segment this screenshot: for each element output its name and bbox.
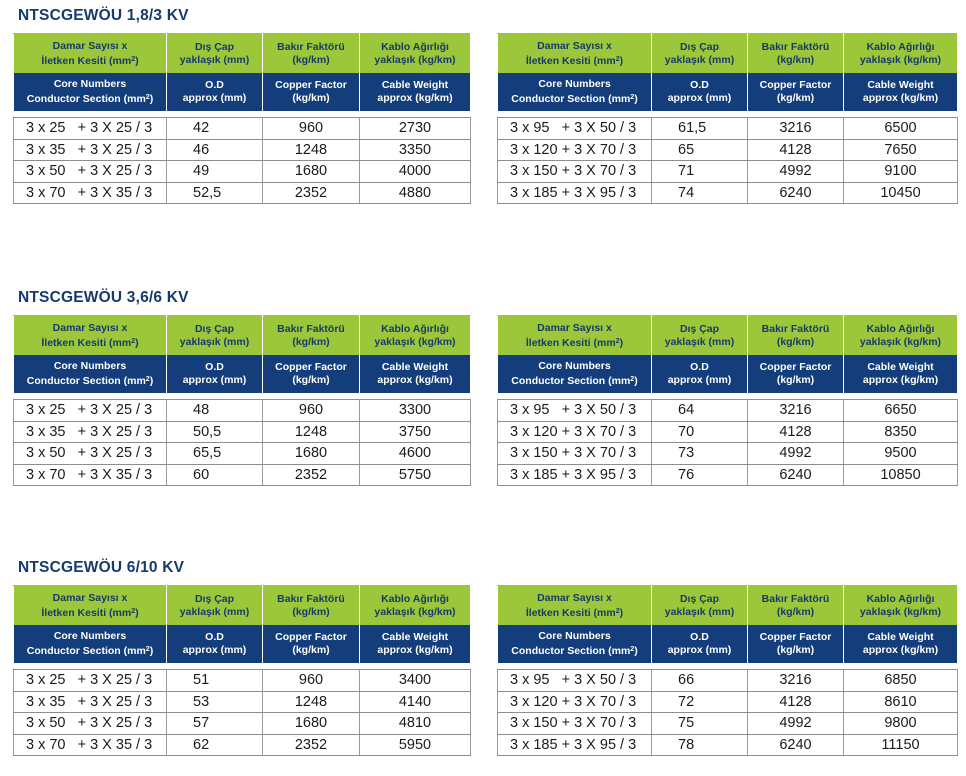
copper-factor-cell: 4992 [748, 161, 844, 183]
core-section-cell: 3 x 150 + 3 X 70 / 3 [498, 161, 652, 183]
cable-weight-cell: 7650 [844, 139, 958, 161]
section-title: NTSCGEWÖU 6/10 KV [18, 559, 185, 576]
cable-weight-cell: 6650 [844, 400, 958, 422]
header-en-3: Cable Weight approx (kg/km) [360, 73, 471, 111]
od-cell: 61,5 [652, 118, 748, 140]
copper-factor-cell: 6240 [748, 464, 844, 486]
spec-table-right [497, 315, 958, 486]
header-en-2: Copper Factor (kg/km) [263, 625, 360, 663]
copper-factor-cell: 4992 [748, 443, 844, 465]
core-section-cell: 3 x 35 + 3 X 25 / 3 [14, 421, 167, 443]
table-row [498, 118, 958, 140]
copper-factor-cell: 3216 [748, 400, 844, 422]
table-row [14, 670, 471, 692]
cable-weight-cell: 4140 [360, 691, 471, 713]
header-en-2: Copper Factor (kg/km) [748, 625, 844, 663]
table-row [498, 421, 958, 443]
cable-weight-cell: 4000 [360, 161, 471, 183]
core-section-cell: 3 x 95 + 3 X 50 / 3 [498, 400, 652, 422]
core-section-cell: 3 x 25 + 3 X 25 / 3 [14, 400, 167, 422]
table-row [14, 713, 471, 735]
header-tr-2: Bakır Faktörü (kg/km) [263, 316, 360, 356]
od-cell: 62 [167, 734, 263, 756]
cable-weight-cell: 9100 [844, 161, 958, 183]
copper-factor-cell: 1248 [263, 691, 360, 713]
header-en-1: O.D approx (mm) [167, 625, 263, 663]
header-tr-1: Dış Çap yaklaşık (mm) [167, 316, 263, 356]
core-section-cell: 3 x 35 + 3 X 25 / 3 [14, 691, 167, 713]
header-en-3: Cable Weight approx (kg/km) [360, 625, 471, 663]
header-tr-2: Bakır Faktörü (kg/km) [263, 34, 360, 74]
cable-weight-cell: 9500 [844, 443, 958, 465]
header-en-2: Copper Factor (kg/km) [748, 355, 844, 393]
header-tr-0: Damar Sayısı x İletken Kesiti $(mm^2)$ [14, 586, 167, 626]
header-tr-0: Damar Sayısı x İletken Kesiti $(mm^2)$ [14, 316, 167, 356]
header-en-3: Cable Weight approx (kg/km) [844, 625, 958, 663]
cable-weight-cell: 10850 [844, 464, 958, 486]
header-en-1: O.D approx (mm) [652, 355, 748, 393]
cable-weight-cell: 8610 [844, 691, 958, 713]
copper-factor-cell: 1680 [263, 443, 360, 465]
header-tr-2: Bakır Faktörü (kg/km) [748, 586, 844, 626]
header-tr-3: Kablo Ağırlığı yaklaşık (kg/km) [844, 34, 958, 74]
header-tr-0: Damar Sayısı x İletken Kesiti $(mm^2)$ [498, 586, 652, 626]
header-en-1: O.D approx (mm) [167, 355, 263, 393]
header-tr-3: Kablo Ağırlığı yaklaşık (kg/km) [844, 316, 958, 356]
header-en-0: Core Numbers Conductor Section $(mm^2)$ [14, 625, 167, 663]
header-en-3: Cable Weight approx (kg/km) [360, 355, 471, 393]
copper-factor-cell: 6240 [748, 182, 844, 204]
copper-factor-cell: 4992 [748, 713, 844, 735]
cable-weight-cell: 2730 [360, 118, 471, 140]
copper-factor-cell: 1248 [263, 421, 360, 443]
header-en-1: O.D approx (mm) [167, 73, 263, 111]
table-row [14, 734, 471, 756]
cable-weight-cell: 6850 [844, 670, 958, 692]
cable-weight-cell: 3300 [360, 400, 471, 422]
header-en-2: Copper Factor (kg/km) [263, 355, 360, 393]
table-row [14, 443, 471, 465]
table-row [14, 182, 471, 204]
table-row [498, 734, 958, 756]
header-en-1: O.D approx (mm) [652, 73, 748, 111]
core-section-cell: 3 x 50 + 3 X 25 / 3 [14, 161, 167, 183]
header-en-0: Core Numbers Conductor Section $(mm^2)$ [498, 625, 652, 663]
copper-factor-cell: 960 [263, 670, 360, 692]
header-tr-3: Kablo Ağırlığı yaklaşık (kg/km) [360, 316, 471, 356]
header-en-0: Core Numbers Conductor Section $(mm^2)$ [498, 355, 652, 393]
table-row [14, 400, 471, 422]
header-tr-1: Dış Çap yaklaşık (mm) [167, 586, 263, 626]
spec-table-right [497, 33, 958, 204]
table-row [498, 139, 958, 161]
cable-weight-cell: 4880 [360, 182, 471, 204]
header-tr-3: Kablo Ağırlığı yaklaşık (kg/km) [844, 586, 958, 626]
table-row [14, 421, 471, 443]
cable-weight-cell: 6500 [844, 118, 958, 140]
cable-weight-cell: 3750 [360, 421, 471, 443]
table-row [498, 182, 958, 204]
header-tr-0: Damar Sayısı x İletken Kesiti $(mm^2)$ [14, 34, 167, 74]
od-cell: 70 [652, 421, 748, 443]
header-tr-2: Bakır Faktörü (kg/km) [748, 34, 844, 74]
od-cell: 74 [652, 182, 748, 204]
core-section-cell: 3 x 25 + 3 X 25 / 3 [14, 118, 167, 140]
od-cell: 50,5 [167, 421, 263, 443]
header-en-3: Cable Weight approx (kg/km) [844, 355, 958, 393]
header-en-2: Copper Factor (kg/km) [748, 73, 844, 111]
copper-factor-cell: 3216 [748, 670, 844, 692]
od-cell: 65,5 [167, 443, 263, 465]
core-section-cell: 3 x 185 + 3 X 95 / 3 [498, 182, 652, 204]
cable-weight-cell: 9800 [844, 713, 958, 735]
od-cell: 65 [652, 139, 748, 161]
od-cell: 72 [652, 691, 748, 713]
cable-weight-cell: 4600 [360, 443, 471, 465]
table-row [14, 691, 471, 713]
od-cell: 75 [652, 713, 748, 735]
table-row [14, 161, 471, 183]
core-section-cell: 3 x 25 + 3 X 25 / 3 [14, 670, 167, 692]
header-tr-1: Dış Çap yaklaşık (mm) [652, 316, 748, 356]
table-row [14, 118, 471, 140]
spec-table-right [497, 585, 958, 756]
header-tr-1: Dış Çap yaklaşık (mm) [167, 34, 263, 74]
table-row [14, 139, 471, 161]
header-tr-1: Dış Çap yaklaşık (mm) [652, 34, 748, 74]
table-row [14, 464, 471, 486]
header-en-0: Core Numbers Conductor Section $(mm^2)$ [14, 355, 167, 393]
table-row [498, 464, 958, 486]
core-section-cell: 3 x 95 + 3 X 50 / 3 [498, 670, 652, 692]
cable-weight-cell: 3350 [360, 139, 471, 161]
header-en-2: Copper Factor (kg/km) [263, 73, 360, 111]
copper-factor-cell: 4128 [748, 421, 844, 443]
od-cell: 42 [167, 118, 263, 140]
od-cell: 60 [167, 464, 263, 486]
core-section-cell: 3 x 95 + 3 X 50 / 3 [498, 118, 652, 140]
copper-factor-cell: 2352 [263, 464, 360, 486]
header-tr-3: Kablo Ağırlığı yaklaşık (kg/km) [360, 34, 471, 74]
cable-weight-cell: 5950 [360, 734, 471, 756]
copper-factor-cell: 6240 [748, 734, 844, 756]
od-cell: 48 [167, 400, 263, 422]
header-en-0: Core Numbers Conductor Section $(mm^2)$ [14, 73, 167, 111]
core-section-cell: 3 x 35 + 3 X 25 / 3 [14, 139, 167, 161]
copper-factor-cell: 2352 [263, 734, 360, 756]
core-section-cell: 3 x 70 + 3 X 35 / 3 [14, 734, 167, 756]
od-cell: 57 [167, 713, 263, 735]
od-cell: 73 [652, 443, 748, 465]
core-section-cell: 3 x 185 + 3 X 95 / 3 [498, 734, 652, 756]
table-row [498, 691, 958, 713]
table-row [498, 161, 958, 183]
copper-factor-cell: 1680 [263, 713, 360, 735]
od-cell: 64 [652, 400, 748, 422]
header-tr-2: Bakır Faktörü (kg/km) [748, 316, 844, 356]
copper-factor-cell: 960 [263, 118, 360, 140]
core-section-cell: 3 x 120 + 3 X 70 / 3 [498, 421, 652, 443]
spec-table-left [13, 585, 471, 756]
od-cell: 66 [652, 670, 748, 692]
header-tr-1: Dış Çap yaklaşık (mm) [652, 586, 748, 626]
core-section-cell: 3 x 50 + 3 X 25 / 3 [14, 713, 167, 735]
section-title: NTSCGEWÖU 3,6/6 KV [18, 289, 189, 306]
header-en-3: Cable Weight approx (kg/km) [844, 73, 958, 111]
od-cell: 49 [167, 161, 263, 183]
core-section-cell: 3 x 50 + 3 X 25 / 3 [14, 443, 167, 465]
spec-table-left [13, 33, 471, 204]
spec-table-left [13, 315, 471, 486]
copper-factor-cell: 960 [263, 400, 360, 422]
cable-weight-cell: 10450 [844, 182, 958, 204]
table-row [498, 443, 958, 465]
cable-weight-cell: 3400 [360, 670, 471, 692]
table-row [498, 713, 958, 735]
od-cell: 46 [167, 139, 263, 161]
table-row [498, 670, 958, 692]
copper-factor-cell: 4128 [748, 139, 844, 161]
copper-factor-cell: 1248 [263, 139, 360, 161]
header-tr-2: Bakır Faktörü (kg/km) [263, 586, 360, 626]
copper-factor-cell: 3216 [748, 118, 844, 140]
header-tr-0: Damar Sayısı x İletken Kesiti $(mm^2)$ [498, 34, 652, 74]
od-cell: 52,5 [167, 182, 263, 204]
copper-factor-cell: 2352 [263, 182, 360, 204]
table-row [498, 400, 958, 422]
od-cell: 51 [167, 670, 263, 692]
od-cell: 53 [167, 691, 263, 713]
od-cell: 71 [652, 161, 748, 183]
core-section-cell: 3 x 150 + 3 X 70 / 3 [498, 713, 652, 735]
copper-factor-cell: 1680 [263, 161, 360, 183]
header-tr-0: Damar Sayısı x İletken Kesiti $(mm^2)$ [498, 316, 652, 356]
core-section-cell: 3 x 150 + 3 X 70 / 3 [498, 443, 652, 465]
copper-factor-cell: 4128 [748, 691, 844, 713]
cable-weight-cell: 8350 [844, 421, 958, 443]
od-cell: 78 [652, 734, 748, 756]
core-section-cell: 3 x 70 + 3 X 35 / 3 [14, 464, 167, 486]
cable-weight-cell: 4810 [360, 713, 471, 735]
header-en-0: Core Numbers Conductor Section $(mm^2)$ [498, 73, 652, 111]
core-section-cell: 3 x 185 + 3 X 95 / 3 [498, 464, 652, 486]
core-section-cell: 3 x 120 + 3 X 70 / 3 [498, 139, 652, 161]
cable-weight-cell: 11150 [844, 734, 958, 756]
cable-weight-cell: 5750 [360, 464, 471, 486]
header-tr-3: Kablo Ağırlığı yaklaşık (kg/km) [360, 586, 471, 626]
core-section-cell: 3 x 70 + 3 X 35 / 3 [14, 182, 167, 204]
header-en-1: O.D approx (mm) [652, 625, 748, 663]
section-title: NTSCGEWÖU 1,8/3 KV [18, 7, 189, 24]
core-section-cell: 3 x 120 + 3 X 70 / 3 [498, 691, 652, 713]
od-cell: 76 [652, 464, 748, 486]
